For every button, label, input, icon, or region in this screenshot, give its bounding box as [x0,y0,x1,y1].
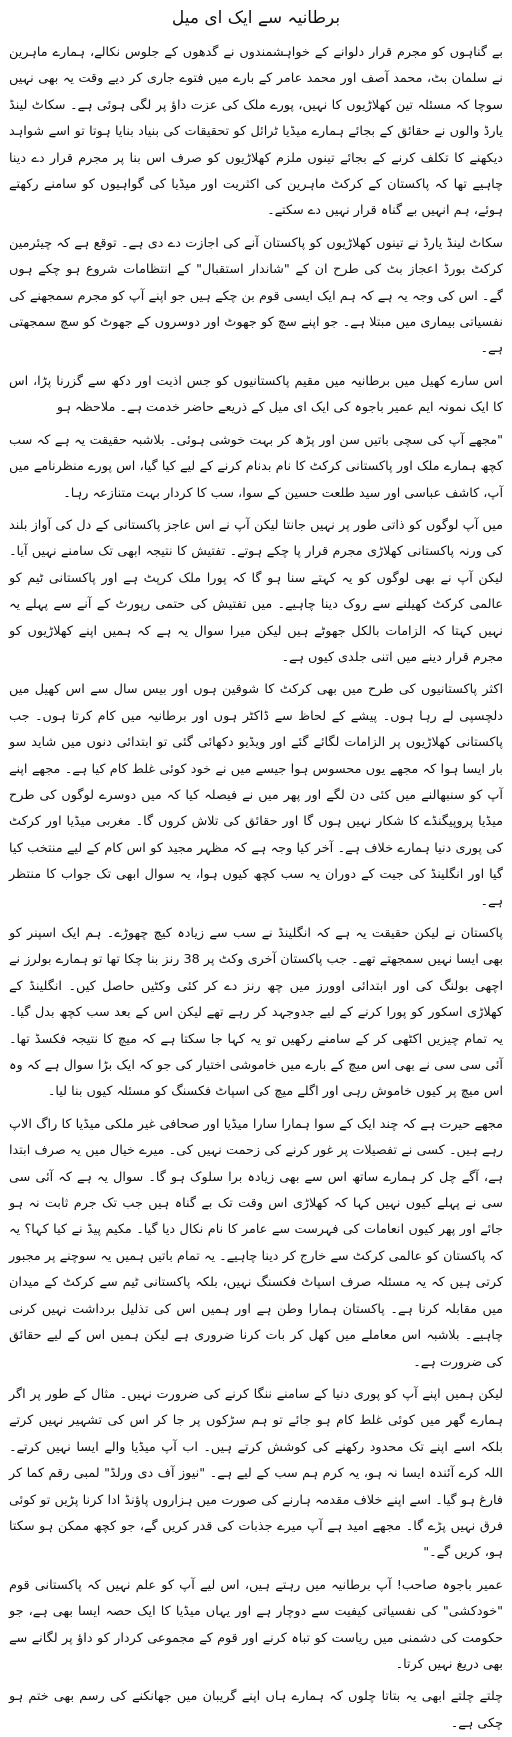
article-paragraph: میں آپ لوگوں کو ذاتی طور پر نہیں جانتا لیکن آپ نے اس عاجز پاکستانی کے دل کی آواز بلند کی ورنہ پاکستانی کھلاڑی مجرم قرار پا چکے ہوتے۔ تفتیش کا نتیجہ ابھی تک سامنے نہیں آیا۔ لیکن آپ نے بھی لوگوں کو یہ کہتے سنا ہو گا کہ پورا ملک کرپٹ ہے اور پاکستانی ٹیم کو عالمی کرکٹ کھیلنے سے روک دینا چاہیے۔ میں تفتیش کی حتمی رپورٹ کے آنے سے پہلے یہ نہیں کہتا کہ الزامات بالکل جھوٹے ہیں لیکن میرا سوال یہ ہے کہ ہمیں اپنے کھلاڑیوں کو مجرم قرار دینے میں اتنی جلدی کیوں ہے۔ [9,517,503,665]
article-paragraph: اکثر پاکستانیوں کی طرح میں بھی کرکٹ کا شوقین ہوں اور بیس سال سے اس کھیل میں دلچسپی لے رہا ہوں۔ پیشے کے لحاظ سے ڈاکٹر ہوں اور برطانیہ میں کام کرتا ہوں۔ جب پاکستانی کھلاڑیوں پر الزامات لگائے گئے اور ویڈیو دکھائی گئی تو ابتدائی دنوں میں شاید سو بار ایسا ہوا کہ مجھے یوں محسوس ہوا جیسے میں نے خود کوئی غلط کام کیا ہے۔ مجھے اپنے آپ کو سنبھالنے میں کئی دن لگے اور پھر میں نے فیصلہ کیا کہ میں دوسرے لوگوں کی طرح میڈیا پروپیگنڈے کا شکار نہیں ہوں گا اور حقائق کی تلاش کروں گا۔ مغربی میڈیا اور کرکٹ کی پوری دنیا ہمارے خلاف ہے۔ آخر کیا وجہ ہے کہ مظہر مجید کو اس کام کے لیے منتخب کیا گیا اور انگلینڈ کی جیت کے دوران یہ سب کچھ کیوں ہوا، یہ سوال ابھی تک جواب کا منتظر ہے۔ [9,682,503,909]
article-paragraph: چلتے چلتے ابھی یہ بتاتا چلوں کہ ہمارے ہاں اپنے گریبان میں جھانکنے کی رسم بھی ختم ہو چکی ہے۔ [9,1689,503,1731]
article-paragraph: مجھے حیرت ہے کہ چند ایک کے سوا ہمارا سارا میڈیا اور صحافی غیر ملکی میڈیا کا راگ الاپ رہے ہیں۔ کسی نے تفصیلات پر غور کرنے کی زحمت نہیں کی۔ میرے خیال میں یہ صرف ابتدا ہے، آگے چل کر ہمارے ساتھ اس سے بھی زیادہ برا سلوک ہو گا۔ سوال یہ ہے کہ آئی سی سی نے پہلے کیوں نہیں کہا کہ کھلاڑی اس وقت تک بے گناہ ہیں جب تک جرم ثابت نہ ہو جائے اور پھر کیوں انعامات کی فہرست سے عامر کا نام نکال دیا گیا۔ مکیم پیڈ نے کیا کہا؟ یہ کہ پاکستان کو عالمی کرکٹ سے خارج کر دینا چاہیے۔ یہ تمام باتیں ہمیں یہ سوچنے پر مجبور کرتی ہیں کہ یہ مسئلہ صرف اسپاٹ فکسنگ نہیں، بلکہ پاکستانی ٹیم سے کرکٹ کے میدان میں مقابلہ کرنا ہے۔ پاکستان ہمارا وطن ہے اور ہمیں اس کی تذلیل برداشت نہیں کرنی چاہیے۔ بلاشبہ اس معاملے میں کھل کر بات کرنا ضروری ہے لیکن ہمیں اس کے لیے حقائق کی ضرورت ہے۔ [9,1116,503,1370]
article-paragraph: عمیر باجوہ صاحب! آپ برطانیہ میں رہتے ہیں، اس لیے آپ کو علم نہیں کہ پاکستانی قوم "خودکشی" کی نفسیاتی کیفیت سے دوچار ہے اور یہاں میڈیا کا ایک حصہ ایسا بھی ہے، جو حکومت کی دشمنی میں ریاست کو تباہ کرنے اور قوم کے مجموعی کردار کو داؤ پر لگانے سے بھی دریغ نہیں کرتا۔ [9,1577,503,1672]
article-paragraph: بے گناہوں کو مجرم قرار دلوانے کے خواہشمندوں نے گدھوں کے جلوس نکالے، ہمارے ماہرین نے سلمان بٹ، محمد آصف اور محمد عامر کے بارے میں فتوے جاری کر دیے وقت یہ بھی نہیں سوچا کہ مسئلہ تین کھلاڑیوں کا نہیں، پورے ملک کی عزت داؤ پر لگی ہوئی ہے۔ سکاٹ لینڈ یارڈ والوں نے حقائق کے بجائے ہمارے میڈیا ٹرائل کو تحقیقات کی بنیاد بنایا ہوتا تو اسے شواہد دیکھنے کا تکلف کرنے کے بجائے تینوں ملزم کھلاڑیوں کو صرف اس بنا پر مجرم قرار دے دینا چاہیے تھا کہ پاکستان کے کرکٹ ماہرین کی اکثریت اور میڈیا کی گواہیوں کو سامنے رکھتے ہوئے، ہم انہیں بے گناہ قرار نہیں دے سکتے۔ [9,45,503,219]
article-body [9,40,503,1737]
article-paragraph: لیکن ہمیں اپنے آپ کو پوری دنیا کے سامنے ننگا کرنے کی ضرورت نہیں۔ مثال کے طور پر اگر ہمارے گھر میں کوئی غلط کام ہو جائے تو ہم سڑکوں پر جا کر اس کی تشہیر نہیں کرتے بلکہ اسے اپنے تک محدود رکھنے کی کوشش کرتے ہیں۔ اب آپ میڈیا والے ایسا نہیں کرتے۔ اللہ کرے آئندہ ایسا نہ ہو، یہ کرم ہم سب کے لیے ہے۔ "نیوز آف دی ورلڈ" لمبی رقم کما کر فارغ ہو گیا۔ اسے اپنے خلاف مقدمہ ہارنے کی صورت میں ہزاروں پاؤنڈ ادا کرنا پڑیں تو کوئی فرق نہیں پڑے گا۔ مجھے امید ہے آپ میرے جذبات کی قدر کریں گے، جو کچھ ممکن ہو سکتا ہو، کریں گے۔" [9,1386,503,1561]
article-paragraph: پاکستان نے لیکن حقیقت یہ ہے کہ انگلینڈ نے سب سے زیادہ کیچ چھوڑے۔ ہم ایک اسپنر کو بھی ایسا نہیں سمجھتے تھے۔ جب پاکستان آخری وکٹ پر 38 رنز بنا چکا تھا تو ہمارے بولرز نے اچھی بولنگ کی اور ابتدائی اوورز میں چھ رنز دے کر کئی وکٹیں حاصل کیں۔ انگلینڈ کے کھلاڑی اسکور کو پورا کرنے کے لیے جدوجہد کر رہے تھے لیکن اس کے بعد سب کچھ بدل گیا۔ یہ تمام چیزیں اکٹھی کر کے سامنے رکھیں تو یہ کہا جا سکتا ہے کہ میچ کا نتیجہ فکسڈ تھا۔ آئی سی سی نے بھی اس میچ کے بارے میں خاموشی اختیار کی جو کہ ایک بڑا سوال ہے کہ وہ اس میچ پر کیوں خاموش رہی اور اگلے میچ کی اسپاٹ فکسنگ کو مسئلہ کیوں بنا لیا۔ [9,926,504,1100]
article-paragraph: "مجھے آپ کی سچی باتیں سن اور پڑھ کر بہت خوشی ہوئی۔ بلاشبہ حقیقت یہ ہے کہ سب کچھ ہمارے ملک اور پاکستانی کرکٹ کا نام بدنام کرنے کے لیے کیا گیا، اس پورے منظرنامے میں آپ، کاشف عباسی اور سید طلعت حسین کے سوا، سب کا کردار بہت متنازعہ رہا۔ [9,432,503,501]
article-paragraph: سکاٹ لینڈ یارڈ نے تینوں کھلاڑیوں کو پاکستان آنے کی اجازت دے دی ہے۔ توقع ہے کہ چیئرمین کرکٹ بورڈ اعجاز بٹ کی طرح ان کے "شاندار استقبال" کے انتظامات شروع ہو چکے ہوں گے۔ اس کی وجہ یہ ہے کہ ہم ایک ایسی قوم بن چکے ہیں جو اپنے آپ کو مجرم سمجھنے کی نفسیاتی بیماری میں مبتلا ہے۔ جو اپنے سچ کو جھوٹ اور دوسروں کے جھوٹ کو سچ سمجھتی ہے۔ [9,235,503,357]
article-title: برطانیہ سے ایک ای میل [171,8,341,28]
article-paragraph: اس سارے کھیل میں برطانیہ میں مقیم پاکستانیوں کو جس اذیت اور دکھ سے گزرنا پڑا، اس کا ایک نمونہ ایم عمیر باجوہ کی ایک ای میل کے ذریعے حاضر خدمت ہے۔ ملاحظہ ہو [9,373,503,416]
